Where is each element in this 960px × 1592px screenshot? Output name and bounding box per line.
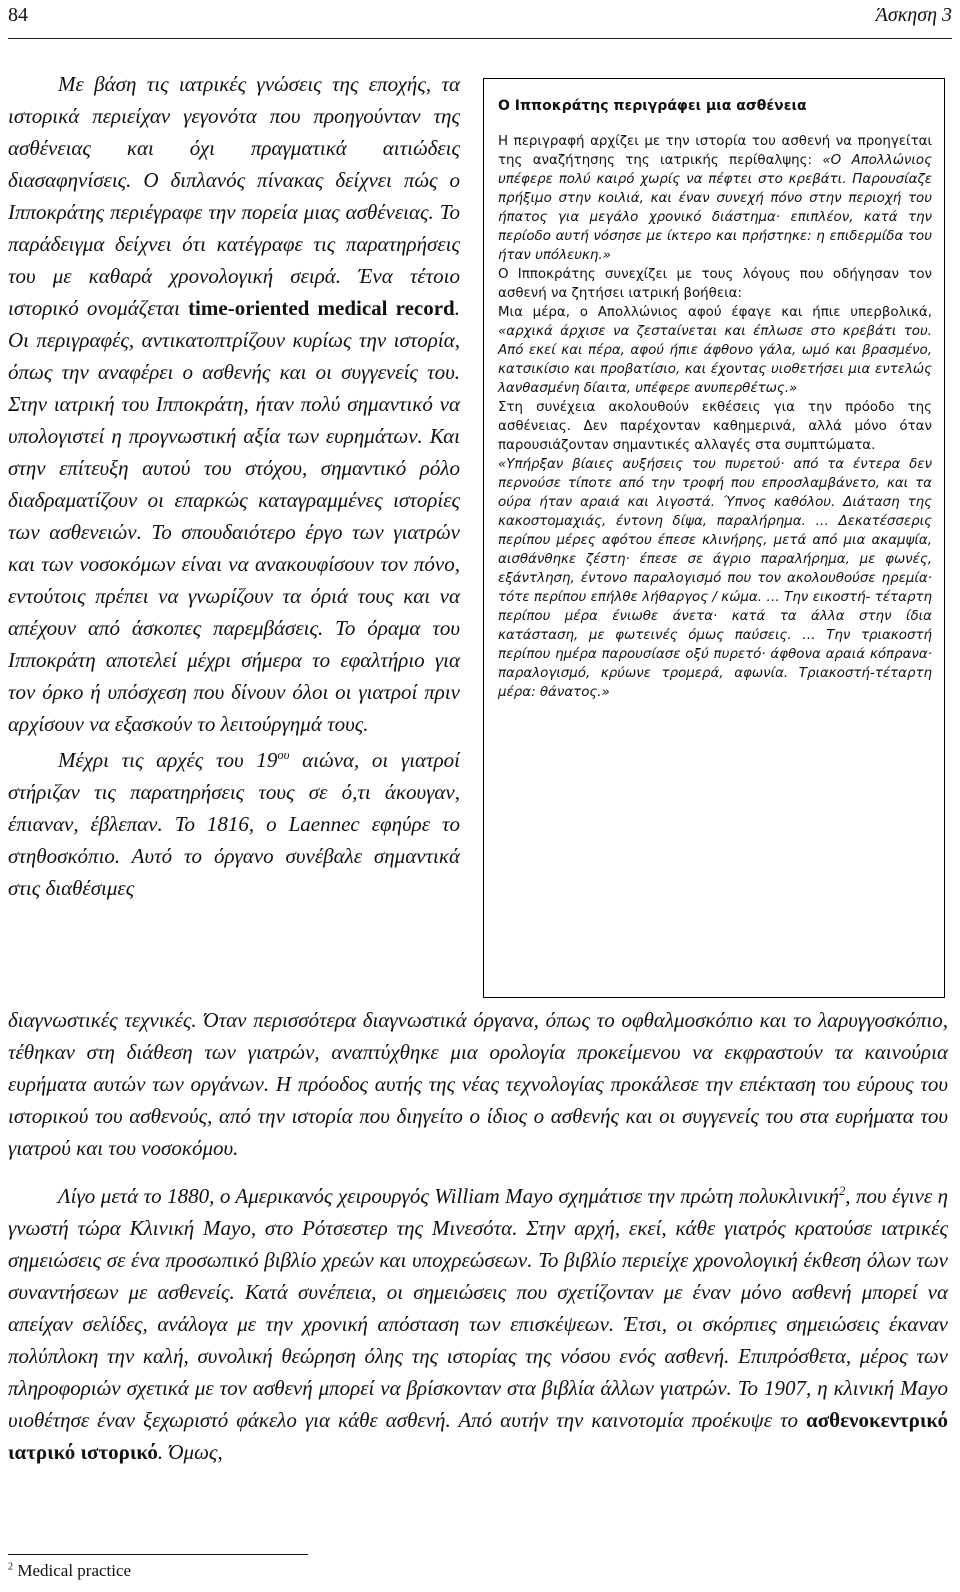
full-p2-text-a: Λίγο μετά το 1880, ο Αμερικανός χειρουργός William Mayo σχημάτισε την πρώτη πολυκλινική: [58, 1184, 839, 1208]
full-p2-text-c: . Όμως,: [157, 1440, 223, 1464]
left-paragraph-1: [8, 68, 460, 740]
full-paragraph-2: [8, 1180, 948, 1468]
footnote: [8, 1561, 131, 1581]
sidebox-paragraph-1: [498, 132, 932, 265]
sidebox-s1: Η περιγραφή αρχίζει με την ιστορία του ασθενή να προηγείται της αναζήτησης της ιατρικής περίθαλψης:: [498, 134, 932, 168]
sidebox-paragraph-2: Ο Ιπποκράτης συνεχίζει με τους λόγους που οδήγησαν τον ασθενή να ζητήσει ιατρική βοήθεια:: [498, 267, 932, 301]
sidebox-s1-quote: «Ο Απολλώνιος υπέφερε πολύ καιρό χωρίς να πέφτει στο κρεβάτι. Παρουσίαζε πρήξιμο στην κοιλιά, και έναν συνεχή πόνο στην περιοχή του ήπατος για μεγάλο χρονικό διάστημα· επιπλέον, κατά την περίοδο αυτή νόσησε με ίκτερο και πρήστηκε: η επιδερμίδα του ήταν υπόλευκη.»: [498, 153, 932, 263]
sidebox-s3: Μια μέρα, ο Απολλώνιος αφού έφαγε και ήπιε υπερβολικά,: [498, 305, 932, 320]
term-time-oriented: time-oriented medical record: [188, 296, 455, 320]
hippocrates-sidebox: [483, 78, 945, 998]
footnote-divider: [8, 1554, 308, 1555]
page-number: 84: [8, 4, 28, 26]
full-p2: [8, 1180, 948, 1468]
term-patient-centered: ασθενοκεντρικό ιατρικό ιστορικό: [8, 1408, 948, 1464]
chapter-title: Άσκηση 3: [875, 4, 952, 26]
page-header: [8, 4, 952, 39]
sidebox-title: Ο Ιπποκράτης περιγράφει μια ασθένεια: [498, 98, 807, 114]
left-p2-text-a: Μέχρι τις αρχές του 19: [58, 748, 278, 772]
sidebox-paragraph-3: [498, 303, 932, 398]
footnote-ref: 2: [838, 1184, 846, 1198]
footnote-number: 2: [8, 1561, 14, 1573]
left-paragraph-2: [8, 744, 460, 904]
footnote-text: Medical practice: [13, 1561, 132, 1580]
sidebox-s3-quote: «αρχικά άρχισε να ζεσταίνεται και έπλωσε στο κρεβάτι του. Από εκεί και πέρα, αφού ήπιε άφθονο γάλα, ωμό και βρασμένο, κατσικίσιο και προβατίσιο, και έχοντας υιοθετήσει μια εντελώς λανθασμένη δίαιτα, υπέφερε ανυπερθέτως.»: [498, 324, 932, 396]
left-p2-sup: ου: [277, 748, 290, 762]
full-p2-text-b: , που έγινε η γνωστή τώρα Κλινική Mayo, στο Ρότσεστερ της Μινεσότα. Στην αρχή, εκεί, κάθε γιατρός κρατούσε ιατρικές σημειώσεις σε ένα προσωπικό βιβλίο χρεών και υποχρεώσεων. Το βιβλίο περιείχε χρονολογική έκθεση όλων των συναντήσεων με ασθενείς. Κατά συνέπεια, οι σημειώσεις που σχετίζονταν με έναν μόνο ασθενή μπορεί να απείχαν σελίδες, ανάλογα με την χρονική απόσταση των επισκέψεων. Έτσι, οι σκόρπιες σημειώσεις έκαναν πολύπλοκη την καλή, συνολική θεώρηση όλης της ιστορίας της νόσου ενός ασθενή. Επιπρόσθετα, μέρος των πληροφοριών σχετικά με τον ασθενή μπορεί να βρίσκονταν στα βιβλία άλλων γιατρών. Το 1907, η κλινική Mayo υιοθέτησε έναν ξεχωριστό φάκελο για κάθε ασθενή. Από αυτήν την καινοτομία προέκυψε το: [8, 1184, 948, 1432]
full-p1-text: διαγνωστικές τεχνικές. Όταν περισσότερα διαγνωστικά όργανα, όπως το οφθαλμοσκόπιο και το λαρυγγοσκόπιο, τέθηκαν στη διάθεση των γιατρών, αναπτύχθηκε μια ορολογία προκείμενου να εκφραστούν τα καινούρια ευρήματα αυτών των οργάνων. Η πρόοδος αυτής της νέας τεχνολογίας προκάλεσε την επέκταση του εύρους του ιστορικού του ασθενούς, από την ιστορία που διηγείτο ο ίδιος ο ασθενής και οι συγγενείς του στα ευρήματα του γιατρού και του νοσοκόμου.: [8, 1008, 948, 1160]
left-column: [8, 68, 460, 904]
left-p2-text-b: αιώνα, οι γιατροί στήριζαν τις παρατηρήσεις τους σε ό,τι άκουγαν, έπιαναν, έβλεπαν. Το 1816, ο Laennec εφηύρε το στηθοσκόπιο. Αυτό το όργανο συνέβαλε σημαντικά στις διαθέσιμες: [8, 748, 460, 900]
left-p1-text-b: . Οι περιγραφές, αντικατοπτρίζουν κυρίως την ιστορία, όπως την αναφέρει ο ασθενής και οι συγγενείς του. Στην ιατρική του Ιπποκράτη, ήταν πολύ σημαντικό να υπολογιστεί η προγνωστική αξία των ευρημάτων. Και στην επίτευξη αυτού του στόχου, σημαντικό ρόλο διαδραματίζουν οι επαρκώς καταγραμμένες ιστορίες των ασθενειών. Το σπουδαιότερο έργο των γιατρών και των νοσοκόμων είναι να ανακουφίσουν τον πόνο, εντούτοις πρέπει να γνωρίζουν τα όριά τους και να απέχουν από άσκοπες παρεμβάσεις. Το όραμα του Ιπποκράτη αποτελεί μέχρι σήμερα το εφαλτήριο για τον όρκο ή υπόσχεση που δίνουν όλοι οι γιατροί πριν αρχίσουν να εξασκούν το λειτούργημά τους.: [8, 296, 460, 736]
sidebox-paragraph-4: Στη συνέχεια ακολουθούν εκθέσεις για την πρόοδο της ασθένειας. Δεν παρέχονταν καθημερινά, αλλά μόνο όταν παρουσιάζονταν σημαντικές αλλαγές στα συμπτώματα.: [498, 400, 932, 453]
left-p1-text-a: Με βάση τις ιατρικές γνώσεις της εποχής, τα ιστορικά περιείχαν γεγονότα που προηγούνταν της ασθένειας και όχι πραγματικά αιτιώδεις διασαφηνίσεις. Ο διπλανός πίνακας δείχνει πώς ο Ιπποκράτης περιέγραφε την πορεία μιας ασθένειας. Το παράδειγμα δείχνει ότι κατέγραφε τις παρατηρήσεις του με καθαρά χρονολογική σειρά. Ένα τέτοιο ιστορικό ονομάζεται: [8, 72, 460, 320]
sidebox-paragraph-5: «Υπήρξαν βίαιες αυξήσεις του πυρετού· από τα έντερα δεν περνούσε τίποτε από την τροφή που επροσλαμβάνετο, και τα ούρα ήταν αραιά και λιγοστά. Ύπνος καθόλου. Διάταση της κακοστομαχιάς, έντονη δίψα, παραλήρημα. … Δεκατέσσερις περίπου μέρες αφότου έπεσε κλινήρης, μετά από μια ακαμψία, αισθάνθηκε ζέστη· έπεσε σε άγριο παραλήρημα, με φωνές, εξάντληση, έντονο παραλογισμό που τον ακολουθούσε ηρεμία· τότε περίπου επήλθε λήθαργος / κώμα. … Την εικοστή- τέταρτη περίπου μέρα ένιωθε άνετα· κατά τα άλλα στην ίδια κατάσταση, με φωτεινές όμως παύσεις. … Την τριακοστή περίπου ημέρα παρουσίασε οξύ πυρετό· άφθονα αραιά κόπρανα· παραλογισμό, κρύωνε τρομερά, αφωνία. Τριακοστή-τέταρτη μέρα: θάνατος.»: [498, 457, 932, 700]
full-paragraph-1: [8, 1004, 948, 1164]
